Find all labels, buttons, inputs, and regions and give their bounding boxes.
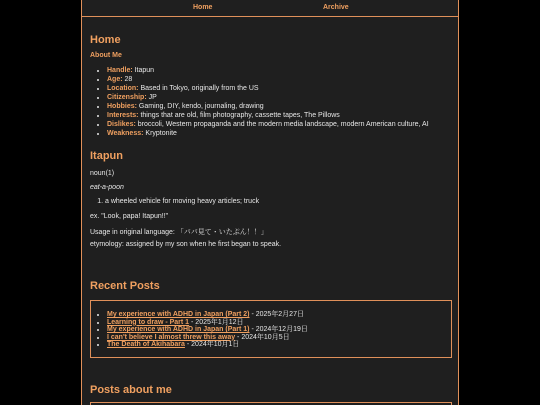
post-item: [107, 319, 451, 327]
recent-posts-heading: Recent Posts: [90, 280, 160, 292]
itapun-definition-list: [90, 198, 259, 205]
about-value: Kryptonite: [143, 130, 177, 137]
post-item: [107, 311, 451, 319]
about-key: Hobbies:: [107, 103, 137, 110]
home-heading: Home: [90, 34, 121, 46]
about-key: Age:: [107, 76, 123, 83]
about-key: Location:: [107, 85, 139, 92]
itapun-heading: Itapun: [90, 150, 123, 162]
post-date: - 2025年2月27日: [249, 311, 304, 318]
about-value: Based in Tokyo, originally from the US: [138, 85, 259, 92]
post-date: - 2024年12月19日: [249, 326, 308, 333]
about-list: [90, 66, 459, 138]
about-item-weakness: [107, 129, 459, 138]
about-value: 28: [122, 76, 133, 83]
about-value: things that are old, film photography, cassette tapes, The Pillows: [138, 112, 340, 119]
post-link[interactable]: Learning to draw - Part 1: [107, 318, 190, 326]
itapun-etymology: etymology: assigned by my son when he first began to speak.: [90, 241, 282, 248]
about-me-heading: About Me: [90, 52, 122, 59]
post-item: [107, 334, 451, 342]
nav-home-link[interactable]: Home: [193, 4, 213, 11]
recent-posts-list: [91, 301, 451, 349]
about-value: JP: [146, 94, 157, 101]
about-item-location: [107, 84, 459, 93]
post-date: - 2025年1月12日: [189, 318, 244, 326]
itapun-original-usage: Usage in original language: 「パパ見て・いたぷん！！」: [90, 229, 268, 236]
recent-posts-box: [90, 300, 452, 358]
about-key: Weakness:: [107, 130, 144, 137]
post-item: [107, 341, 451, 349]
post-date: - 2024年10月5日: [235, 333, 290, 341]
about-key: Citizenship:: [107, 94, 147, 101]
about-value: broccoli, Western propaganda and the modern media landscape, modern American culture, AI: [135, 121, 429, 128]
about-item-hobbies: [107, 102, 459, 111]
post-link[interactable]: I can't believe I almost threw this away: [107, 333, 236, 341]
post-date: - 2024年10月1日: [184, 341, 240, 348]
post-link[interactable]: My experience with ADHD in Japan (Part 1): [107, 326, 250, 333]
about-key: Dislikes:: [107, 121, 136, 128]
top-nav: [82, 0, 458, 17]
page-container: [81, 0, 459, 405]
about-value: Itapun: [132, 67, 155, 74]
nav-archive-link[interactable]: Archive: [323, 4, 349, 11]
about-item-age: [107, 75, 459, 84]
about-value: Gaming, DIY, kendo, journaling, drawing: [136, 103, 264, 110]
itapun-example: ex. "Look, papa! Itapun!!": [90, 213, 169, 220]
about-item-dislikes: [107, 120, 459, 129]
about-item-handle: [107, 66, 459, 75]
about-key: Handle:: [107, 67, 133, 74]
itapun-part-of-speech: noun(1): [90, 170, 115, 177]
post-item: [107, 326, 451, 334]
post-link[interactable]: My experience with ADHD in Japan (Part 2): [107, 311, 250, 318]
itapun-definition: 1. a wheeled vehicle for moving heavy articles; truck: [105, 198, 259, 205]
post-link[interactable]: The Death of Akihabara: [107, 341, 185, 348]
about-item-citizenship: [107, 93, 459, 102]
about-item-interests: [107, 111, 459, 120]
posts-about-me-heading: Posts about me: [90, 384, 172, 396]
about-key: Interests:: [107, 112, 139, 119]
itapun-pronunciation: eat-a-poon: [90, 184, 124, 191]
